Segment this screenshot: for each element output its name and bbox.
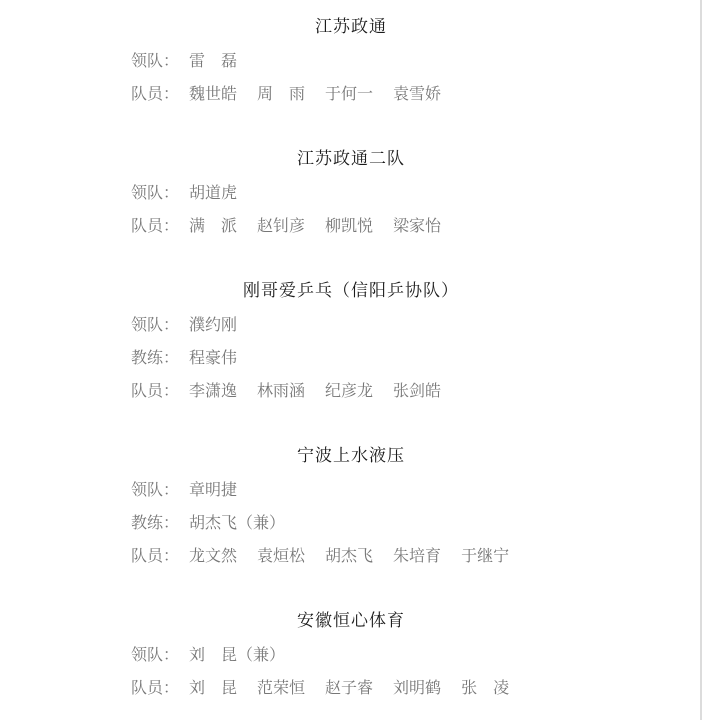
member-name: 刘 昆（兼） <box>189 645 286 664</box>
members-row <box>131 677 529 699</box>
member-name: 刘 昆 <box>189 678 238 697</box>
member-name: 胡杰飞（兼） <box>189 513 286 532</box>
member-name: 赵子睿 <box>325 678 374 697</box>
member-name: 于何一 <box>325 84 374 103</box>
member-name: 朱培育 <box>393 546 442 565</box>
leader-row <box>131 314 257 336</box>
leader-row <box>131 50 257 72</box>
row-label: 领队： <box>131 183 180 202</box>
team-title: 江苏政通二队 <box>297 149 405 169</box>
coach-row <box>131 347 257 369</box>
member-name: 龙文然 <box>189 546 238 565</box>
team-title: 安徽恒心体育 <box>297 611 405 631</box>
row-label: 队员： <box>131 678 180 697</box>
row-label: 队员： <box>131 381 180 400</box>
coach-row <box>131 512 305 534</box>
member-name: 梁家怡 <box>393 216 442 235</box>
row-label: 领队： <box>131 480 180 499</box>
member-name: 胡杰飞 <box>325 546 374 565</box>
member-name: 周 雨 <box>257 84 306 103</box>
member-name: 袁雪娇 <box>393 84 442 103</box>
team-title: 宁波上水液压 <box>297 446 405 466</box>
member-name: 李潇逸 <box>189 381 238 400</box>
member-name: 张剑皓 <box>393 381 442 400</box>
member-name: 魏世皓 <box>189 84 238 103</box>
row-label: 领队： <box>131 315 180 334</box>
members-row <box>131 380 461 402</box>
member-name: 程豪伟 <box>189 348 238 367</box>
row-label: 队员： <box>131 216 180 235</box>
member-name: 满 派 <box>189 216 238 235</box>
leader-row <box>131 479 257 501</box>
member-name: 雷 磊 <box>189 51 238 70</box>
row-label: 队员： <box>131 546 180 565</box>
member-name: 张 凌 <box>461 678 510 697</box>
member-name: 刘明鹤 <box>393 678 442 697</box>
member-name: 胡道虎 <box>189 183 238 202</box>
leader-row <box>131 182 257 204</box>
member-name: 于继宁 <box>461 546 510 565</box>
members-row <box>131 215 461 237</box>
team-title: 刚哥爱乒乓（信阳乒协队） <box>243 281 459 301</box>
members-row <box>131 83 461 105</box>
team-title: 江苏政通 <box>315 17 387 37</box>
member-name: 纪彦龙 <box>325 381 374 400</box>
member-name: 柳凯悦 <box>325 216 374 235</box>
row-label: 领队： <box>131 645 180 664</box>
row-label: 队员： <box>131 84 180 103</box>
member-name: 赵钊彦 <box>257 216 306 235</box>
row-label: 教练： <box>131 348 180 367</box>
member-name: 林雨涵 <box>257 381 306 400</box>
row-label: 教练： <box>131 513 180 532</box>
row-label: 领队： <box>131 51 180 70</box>
leader-row <box>131 644 305 666</box>
member-name: 范荣恒 <box>257 678 306 697</box>
member-name: 章明捷 <box>189 480 238 499</box>
member-name: 袁烜松 <box>257 546 306 565</box>
member-name: 濮约刚 <box>189 315 238 334</box>
members-row <box>131 545 529 567</box>
